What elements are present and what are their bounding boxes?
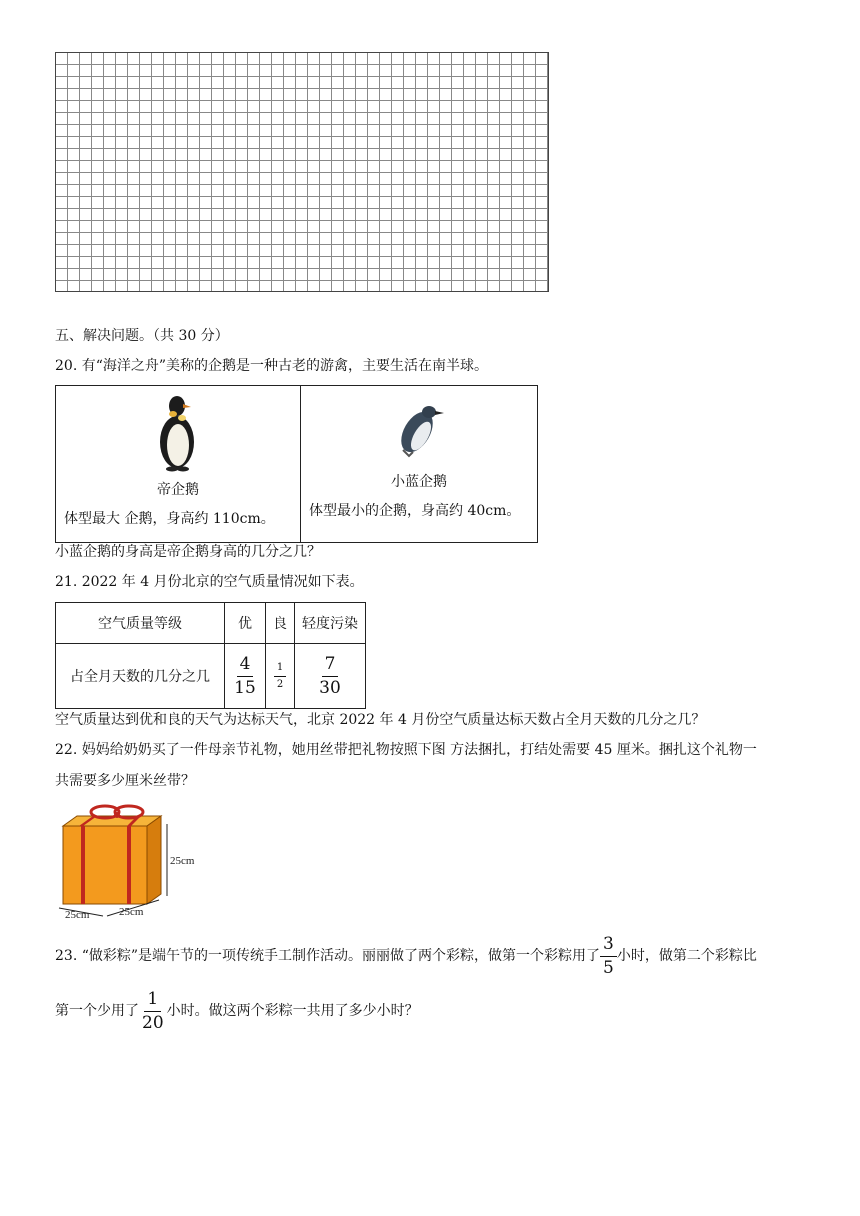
question-22-line-1: 22. 妈妈给奶奶买了一件母亲节礼物，她用丝带把礼物按照下图 方法捆扎，打结处需要 45 厘米。捆扎这个礼物一 xyxy=(55,742,757,758)
question-21-prompt: 空气质量达到优和良的天气为达标天气，北京 2022 年 4 月份空气质量达标天数占全月天数的几分之几？ xyxy=(55,712,706,728)
air-table-cell-excellent xyxy=(225,644,266,709)
gift-width-a-label: 25cm xyxy=(65,909,90,920)
gift-width-b-label: 25cm xyxy=(119,906,144,918)
air-table-cell-light-pollution xyxy=(295,644,366,709)
question-20-prompt: 小蓝企鹅的身高是帝企鹅身高的几分之几？ xyxy=(55,544,321,560)
fraction-one-twentieth: $\frac{1}{20}$ xyxy=(142,988,164,1033)
blue-penguin-cell xyxy=(300,386,537,542)
question-20-text: 20. 有“海洋之舟”美称的企鹅是一种古老的游禽，主要生活在南半球。 xyxy=(55,358,489,374)
question-22-line-2: 共需要多少厘米丝带？ xyxy=(55,773,195,789)
blue-penguin-image xyxy=(389,400,449,460)
question-23-line-1 xyxy=(55,934,757,978)
question-23-text-c: 第一个少用了 xyxy=(55,1003,139,1019)
air-table-header-good: 良 xyxy=(266,603,295,644)
section-heading: 五、解决问题。（共 30 分） xyxy=(55,328,229,344)
air-table-header-light-pollution: 轻度污染 xyxy=(295,603,366,644)
question-23-text-d: 小时。做这两个彩粽一共用了多少小时？ xyxy=(166,1003,419,1019)
question-21-text: 21. 2022 年 4 月份北京的空气质量情况如下表。 xyxy=(55,574,364,590)
emperor-penguin-desc: 体型最大 企鹅，身高约 110cm。 xyxy=(64,511,275,527)
emperor-penguin-cell xyxy=(56,386,300,542)
air-table-header-excellent: 优 xyxy=(225,603,266,644)
gift-box-image xyxy=(55,802,205,920)
air-table-header-level: 空气质量等级 xyxy=(56,603,225,644)
fraction-good: $\frac{1}{2}$ xyxy=(274,663,286,690)
fraction-excellent: $\frac{4}{15}$ xyxy=(234,653,256,698)
blue-penguin-name: 小蓝企鹅 xyxy=(391,474,447,490)
fraction-three-fifths: $\frac{3}{5}$ xyxy=(600,936,617,977)
question-23-text-b: 小时，做第二个彩粽比 xyxy=(616,948,757,964)
penguin-table xyxy=(55,385,538,543)
question-23-line-2 xyxy=(55,989,419,1033)
emperor-penguin-image xyxy=(153,392,201,472)
gift-height-label: 25cm xyxy=(170,855,195,867)
emperor-penguin-name: 帝企鹅 xyxy=(157,482,199,498)
question-23-text-a: 23. “做彩粽”是端午节的一项传统手工制作活动。丽丽做了两个彩粽，做第一个彩粽用了 xyxy=(55,948,601,964)
air-table-row-label: 占全月天数的几分之几 xyxy=(56,644,225,709)
fraction-light-pollution: $\frac{7}{30}$ xyxy=(319,653,341,698)
air-quality-table xyxy=(55,602,366,709)
air-table-cell-good xyxy=(266,644,295,709)
blue-penguin-desc: 体型最小的企鹅，身高约 40cm。 xyxy=(309,503,521,519)
answer-grid xyxy=(55,52,549,292)
